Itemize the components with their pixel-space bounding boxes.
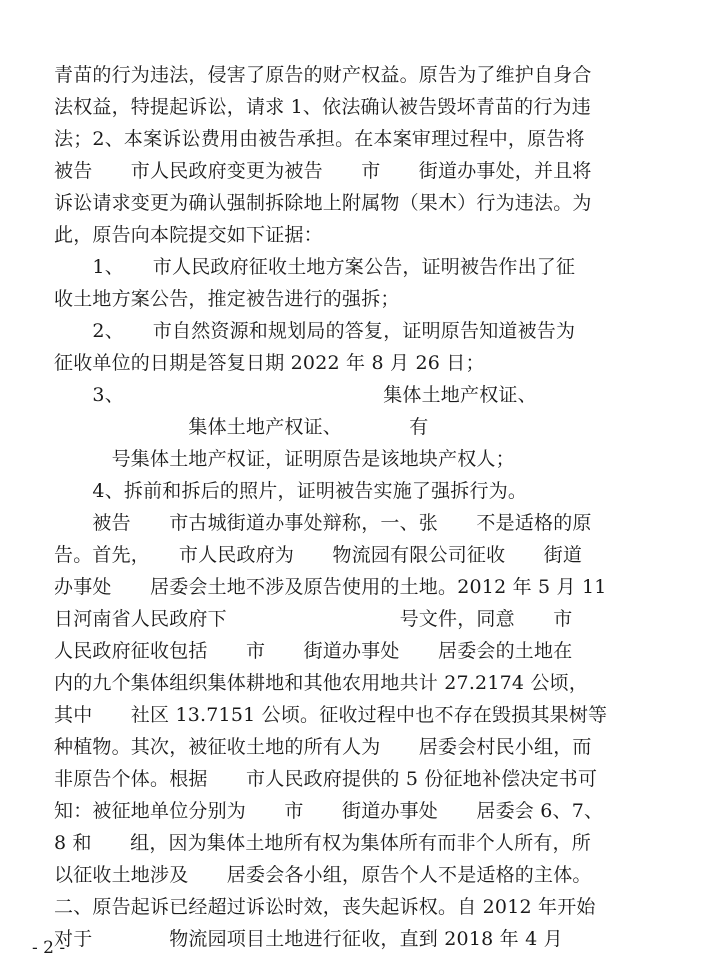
page-number: - 2 -	[32, 938, 66, 958]
text-line: 非原告个体。根据 市人民政府提供的 5 份征地补偿决定书可	[54, 768, 598, 790]
text-line: 对于 物流园项目土地进行征收，直到 2018 年 4 月	[54, 928, 563, 950]
text-line: 征收单位的日期是答复日期 2022 年 8 月 26 日；	[54, 352, 485, 374]
text-line: 此，原告向本院提交如下证据：	[54, 224, 323, 246]
text-line: 8 和 组，因为集体土地所有权为集体所有而非个人所有，所	[54, 832, 591, 854]
text-line: 知：被征地单位分别为 市 街道办事处 居委会 6、7、	[54, 800, 604, 822]
text-line: 以征收土地涉及 居委会各小组，原告个人不是适格的主体。	[54, 864, 592, 886]
text-line: 被告 市古城街道办事处辩称，一、张 不是适格的原	[54, 512, 592, 534]
text-line: 其中 社区 13.7151 公顷。征收过程中也不存在毁损其果树等	[54, 704, 608, 726]
text-line: 内的九个集体组织集体耕地和其他农用地共计 27.2174 公顷，	[54, 672, 589, 694]
text-line: 收土地方案公告，推定被告进行的强拆；	[54, 288, 400, 310]
text-line: 二、原告起诉已经超过诉讼时效，丧失起诉权。自 2012 年开始	[54, 896, 596, 918]
text-line: 被告 市人民政府变更为被告 市 街道办事处，并且将	[54, 160, 592, 182]
text-line: 诉讼请求变更为确认强制拆除地上附属物（果木）行为违法。为	[54, 192, 592, 214]
text-line: 法权益，特提起诉讼，请求 1、依法确认被告毁坏青苗的行为违	[54, 96, 591, 118]
text-line: 青苗的行为违法，侵害了原告的财产权益。原告为了维护自身合	[54, 64, 592, 86]
text-line: 号集体土地产权证，证明原告是该地块产权人；	[54, 448, 515, 470]
text-line: 人民政府征收包括 市 街道办事处 居委会的土地在	[54, 640, 573, 662]
text-line: 1、 市人民政府征收土地方案公告，证明被告作出了征	[54, 256, 576, 278]
text-line: 种植物。其次，被征收土地的所有人为 居委会村民小组，而	[54, 736, 592, 758]
text-line: 告。首先， 市人民政府为 物流园有限公司征收 街道	[54, 544, 583, 566]
text-line: 3、 集体土地产权证、	[54, 384, 537, 406]
text-line: 4、拆前和拆后的照片，证明被告实施了强拆行为。	[54, 480, 528, 502]
text-line: 2、 市自然资源和规划局的答复，证明原告知道被告为	[54, 320, 576, 342]
text-line: 集体土地产权证、 有	[54, 416, 563, 438]
text-line: 法；2、本案诉讼费用由被告承担。在本案审理过程中，原告将	[54, 128, 585, 150]
text-line: 办事处 居委会土地不涉及原告使用的土地。2012 年 5 月 11	[54, 576, 607, 598]
text-line: 日河南省人民政府下 号文件，同意 市	[54, 608, 573, 630]
